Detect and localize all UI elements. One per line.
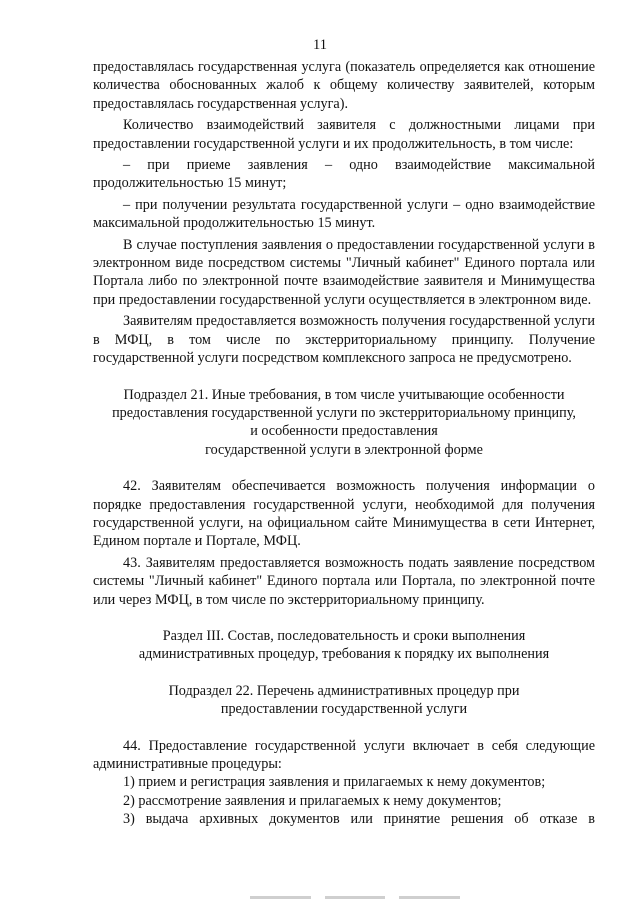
procedure-list-item: 1) прием и регистрация заявления и прилагаемых к нему документов; [123, 774, 546, 791]
section-3-line: Раздел III. Состав, последовательность и сроки выполнения [162, 627, 526, 644]
subsection-21-heading [93, 386, 595, 460]
paragraph-interactions: Количество взаимодействий заявителя с должностными лицами при предоставлении государственной услуги и их продолжительность, в том числе: [93, 117, 595, 152]
paragraph-electronic-application: В случае поступления заявления о предоставлении государственной услуги в электронном виде посредством системы "Личный кабинет" Единого портала или Портала либо по электронной почте взаимодействие заявителя и Минимущества при предоставлении государственной услуги осуществляется в электронном виде. [93, 236, 595, 308]
subsection-21-line: государственной услуги в электронной форме [205, 441, 483, 458]
paragraph-item-43: 43. Заявителям предоставляется возможность подать заявление посредством системы "Личный кабинет" Единого портала или Портала, по электронной почте или через МФЦ, в том числе по экстерриториальному принципу. [93, 554, 595, 608]
subsection-22-line: Подраздел 22. Перечень административных процедур при [168, 682, 520, 699]
paragraph-interaction-on-application: – при приеме заявления – одно взаимодействие максимальной продолжительностью 15 минут; [93, 157, 595, 192]
paragraph-item-44: 44. Предоставление государственной услуги включает в себя следующие административные процедуры: [93, 737, 595, 772]
subsection-21-line: предоставления государственной услуги по экстерриториальному принципу, [112, 404, 576, 421]
page-body [93, 58, 595, 829]
scan-footer-artifacts [250, 896, 460, 900]
section-3-line: административных процедур, требования к порядку их выполнения [138, 646, 550, 663]
paragraph-complaints-indicator: предоставлялась государственная услуга (показатель определяется как отношение количества обоснованных жалоб к общему количеству заявителей, которым предоставлялась государственная услуга). [93, 59, 595, 112]
page-number: 11 [313, 37, 327, 53]
subsection-22-heading [93, 682, 595, 719]
paragraph-interaction-on-result: – при получении результата государственной услуги – одно взаимодействие максимальной продолжительностью 15 минут. [93, 196, 595, 232]
paragraph-item-42: 42. Заявителям обеспечивается возможность получения информации о порядке предоставления государственной услуги, необходимой для получения государственной услуги, на официальном сайте Минимущества в сети Интернет, Едином портале и Портале, МФЦ. [93, 478, 595, 550]
procedure-list-item: 3) выдача архивных документов или принятие решения об отказе в [123, 811, 595, 828]
subsection-22-line: предоставлении государственной услуги [220, 701, 468, 718]
subsection-21-line: Подраздел 21. Иные требования, в том числе учитывающие особенности [123, 386, 565, 403]
scan-artifact-mark [325, 896, 386, 899]
scan-artifact-mark [250, 896, 311, 899]
section-3-heading [93, 627, 595, 664]
scan-artifact-mark [399, 896, 460, 899]
subsection-21-line: и особенности предоставления [250, 423, 438, 440]
procedure-list-item: 2) рассмотрение заявления и прилагаемых к нему документов; [123, 792, 502, 809]
paragraph-mfc-possibility: Заявителям предоставляется возможность получения государственной услуги в МФЦ, в том числе по экстерриториальному принципу. Получение государственной услуги посредством комплексного запроса не предусмотрено. [93, 313, 595, 367]
